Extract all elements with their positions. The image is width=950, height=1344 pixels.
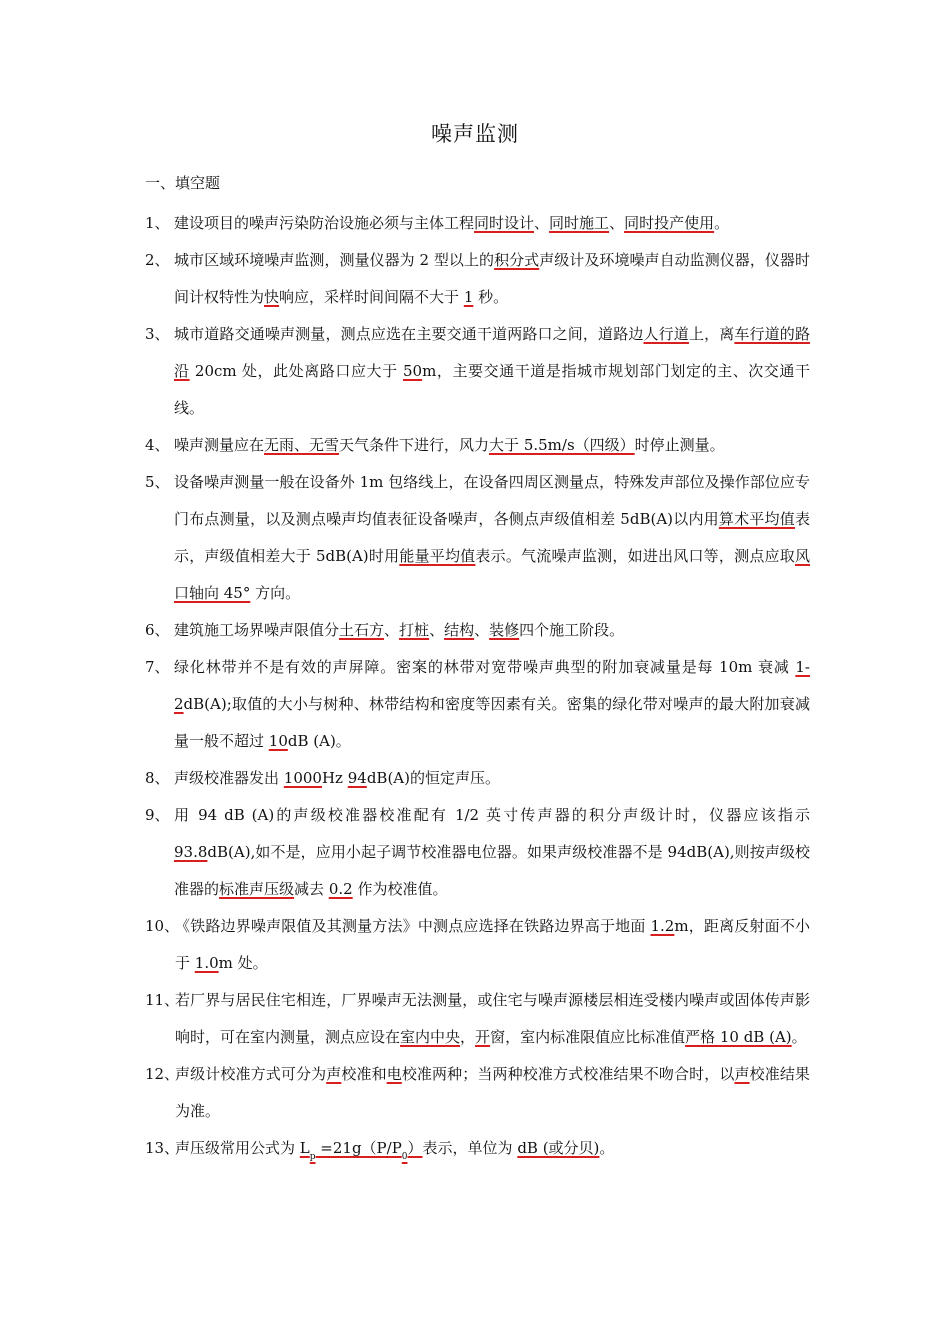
question-text-segment: 作为校准值。 bbox=[352, 880, 448, 898]
question-number: 3、 bbox=[145, 325, 170, 343]
question-text-segment: 响应，采样时间间隔不大于 bbox=[279, 288, 464, 306]
question-text bbox=[175, 1130, 810, 1167]
question-number: 9、 bbox=[145, 806, 170, 824]
answer-blank: 快 bbox=[264, 288, 280, 306]
question-text-segment: dB (A)。 bbox=[287, 732, 351, 750]
answer-blank: 0 bbox=[401, 1152, 408, 1162]
answer-blank: 10 bbox=[268, 732, 288, 750]
answer-blank: ） bbox=[407, 1139, 423, 1157]
question-text-segment: 、 bbox=[384, 621, 400, 639]
answer-blank: 声 bbox=[326, 1065, 342, 1083]
question-number: 6、 bbox=[145, 621, 170, 639]
question-text bbox=[174, 427, 810, 464]
question-item bbox=[145, 242, 810, 316]
question-text-segment: dB(A);取值的大小与树种、林带结构和密度等因素有关。密集的绿化带对噪声的最大附加衰减量一般不超过 bbox=[174, 695, 810, 750]
answer-blank: 同时设计 bbox=[474, 214, 535, 232]
answer-blank: 严格 10 dB (A) bbox=[685, 1028, 792, 1046]
question-number: 11、 bbox=[145, 991, 180, 1009]
question-text-segment: 校准两种；当两种校准方式校准结果不吻合时，以 bbox=[401, 1065, 735, 1083]
question-number: 10、 bbox=[145, 917, 180, 935]
answer-blank: 同时施工 bbox=[549, 214, 610, 232]
answer-blank: 1000 bbox=[283, 769, 322, 787]
question-text-segment: 、 bbox=[474, 621, 490, 639]
question-text bbox=[175, 908, 810, 982]
question-text bbox=[174, 316, 810, 427]
question-text bbox=[175, 982, 810, 1056]
question-item bbox=[145, 908, 810, 982]
question-text-segment: 表示，单位为 bbox=[422, 1139, 518, 1157]
answer-blank: 电 bbox=[386, 1065, 402, 1083]
question-text bbox=[174, 797, 810, 908]
question-text-segment: 表示，声级值相差大于 5dB(A)时用 bbox=[174, 510, 810, 565]
question-number: 13、 bbox=[145, 1139, 180, 1157]
question-text-segment: 、 bbox=[609, 214, 625, 232]
answer-blank: 车行道的路沿 bbox=[174, 325, 810, 380]
question-text-segment: 四个施工阶段。 bbox=[519, 621, 625, 639]
question-number: 4、 bbox=[145, 436, 170, 454]
page-title: 噪声监测 bbox=[431, 122, 519, 146]
question-text-segment: 校准和 bbox=[341, 1065, 387, 1083]
answer-blank: 1.2 bbox=[650, 917, 675, 935]
answer-blank: 无雨、无雪 bbox=[264, 436, 340, 454]
question-text bbox=[174, 464, 810, 612]
question-text-segment: m，主要交通干道是指城市规划部门划定的主、次交通干线。 bbox=[174, 362, 810, 417]
question-text-segment: m 处。 bbox=[218, 954, 268, 972]
question-text-segment: 方向。 bbox=[250, 584, 301, 602]
question-text bbox=[174, 205, 810, 242]
question-text-segment: 表示。气流噪声监测，如进出风口等，测点应取 bbox=[475, 547, 795, 565]
question-text bbox=[174, 760, 810, 797]
question-text-segment: 建筑施工场界噪声限值分 bbox=[174, 621, 340, 639]
answer-blank: 93.8 bbox=[174, 843, 208, 861]
question-number: 8、 bbox=[145, 769, 170, 787]
question-text-segment: 若厂界与居民住宅相连，厂界噪声无法测量，或住宅与噪声源楼层相连受楼内噪声或固体传声影响时，可在室内测量，测点应设在 bbox=[175, 991, 810, 1046]
answer-blank: 算术平均值 bbox=[718, 510, 795, 528]
question-text-segment: 噪声测量应在 bbox=[174, 436, 265, 454]
question-text-segment: dB(A),如不是，应用小起子调节校准器电位器。如果声级校准器不是 94dB(A),则按声级校准器的 bbox=[174, 843, 810, 898]
question-text bbox=[174, 612, 810, 649]
question-text-segment: 天气条件下进行，风力 bbox=[339, 436, 490, 454]
question-text-segment: 上，离 bbox=[688, 325, 735, 343]
question-text-segment: 设备噪声测量一般在设备外 1m 包络线上，在设备四周区测量点，特殊发声部位及操作部位应专门布点测量，以及测点噪声均值表征设备噪声，各侧点声级值相差 5dB(A)以内用 bbox=[174, 473, 810, 528]
answer-blank: 装修 bbox=[489, 621, 520, 639]
answer-blank: 声 bbox=[734, 1065, 750, 1083]
answer-blank: =21g（P/P bbox=[315, 1139, 402, 1157]
question-text-segment: 。 bbox=[714, 214, 730, 232]
answer-blank: 50 bbox=[403, 362, 423, 380]
answer-blank: 同时投产使用 bbox=[624, 214, 715, 232]
answer-blank: 人行道 bbox=[643, 325, 689, 343]
question-item bbox=[145, 612, 810, 649]
question-item bbox=[145, 760, 810, 797]
question-text-segment: 声级计及环境噪声自动监测仪器，仪器时间计权特性为 bbox=[174, 251, 810, 306]
question-item bbox=[145, 316, 810, 427]
question-text-segment: 20cm 处，此处离路口应大于 bbox=[189, 362, 403, 380]
question-text-segment: 声级校准器发出 bbox=[174, 769, 284, 787]
question-text bbox=[174, 242, 810, 316]
answer-blank: 能量平均值 bbox=[399, 547, 476, 565]
question-list bbox=[145, 205, 810, 1167]
question-text-segment: 时停止测量。 bbox=[634, 436, 725, 454]
question-text-segment: 声级计校准方式可分为 bbox=[175, 1065, 327, 1083]
question-text-segment: 减去 bbox=[294, 880, 329, 898]
question-text-segment: 用 94 dB (A)的声级校准器校准配有 1/2 英寸传声器的积分声级计时，仪器应该指示 bbox=[174, 806, 810, 824]
answer-blank: 积分式 bbox=[494, 251, 540, 269]
question-number: 1、 bbox=[145, 214, 170, 232]
question-text bbox=[174, 649, 810, 760]
answer-blank: 94 bbox=[347, 769, 367, 787]
question-text-segment: 城市道路交通噪声测量，测点应选在主要交通干道两路口之间，道路边 bbox=[174, 325, 644, 343]
question-text-segment: m，距离反射面不小于 bbox=[175, 917, 810, 972]
answer-blank: 风口轴向 45° bbox=[174, 547, 810, 602]
question-text-segment: 建设项目的噪声污染防治设施必须与主体工程 bbox=[174, 214, 475, 232]
question-number: 5、 bbox=[145, 473, 170, 491]
question-item bbox=[145, 649, 810, 760]
question-text bbox=[175, 1056, 810, 1130]
answer-blank: 1-2 bbox=[174, 658, 810, 713]
question-item bbox=[145, 797, 810, 908]
question-text-segment: 秒。 bbox=[473, 288, 509, 306]
question-text-segment: 。 bbox=[599, 1139, 615, 1157]
answer-blank: 室内中央 bbox=[400, 1028, 461, 1046]
question-item bbox=[145, 464, 810, 612]
answer-blank: 1 bbox=[463, 288, 474, 306]
question-text-segment: 。 bbox=[791, 1028, 807, 1046]
answer-blank: 土石方 bbox=[339, 621, 385, 639]
question-number: 7、 bbox=[145, 658, 170, 676]
question-text-segment: 、 bbox=[534, 214, 550, 232]
answer-blank: 结构 bbox=[444, 621, 475, 639]
question-text-segment: ， bbox=[460, 1028, 476, 1046]
question-item bbox=[145, 427, 810, 464]
question-item bbox=[145, 982, 810, 1056]
question-item bbox=[145, 1056, 810, 1130]
question-text-segment: 窗，室内标准限值应比标准值 bbox=[490, 1028, 686, 1046]
answer-blank: p bbox=[309, 1152, 316, 1162]
answer-blank: 标准声压级 bbox=[219, 880, 295, 898]
question-text-segment: Hz bbox=[321, 769, 348, 787]
question-text-segment: 城市区域环境噪声监测，测量仪器为 2 型以上的 bbox=[174, 251, 495, 269]
answer-blank: L bbox=[299, 1139, 310, 1157]
answer-blank: dB (或分贝) bbox=[517, 1139, 600, 1157]
answer-blank: 1.0 bbox=[194, 954, 219, 972]
question-number: 12、 bbox=[145, 1065, 180, 1083]
question-text-segment: 《铁路边界噪声限值及其测量方法》中测点应选择在铁路边界高于地面 bbox=[175, 917, 651, 935]
question-item bbox=[145, 1130, 810, 1167]
section-heading: 一、填空题 bbox=[145, 174, 221, 192]
question-number: 2、 bbox=[145, 251, 170, 269]
question-text-segment: 校准结果为准。 bbox=[175, 1065, 810, 1120]
answer-blank: 0.2 bbox=[328, 880, 353, 898]
question-item bbox=[145, 205, 810, 242]
question-text-segment: 绿化林带并不是有效的声屏障。密案的林带对宽带噪声典型的附加衰减量是每 10m 衰减 bbox=[174, 658, 796, 676]
question-text-segment: 、 bbox=[429, 621, 445, 639]
answer-blank: 开 bbox=[475, 1028, 491, 1046]
answer-blank: 打桩 bbox=[399, 621, 430, 639]
question-text-segment: 声压级常用公式为 bbox=[175, 1139, 300, 1157]
answer-blank: 大于 5.5m/s（四级） bbox=[489, 436, 635, 454]
question-text-segment: dB(A)的恒定声压。 bbox=[366, 769, 500, 787]
